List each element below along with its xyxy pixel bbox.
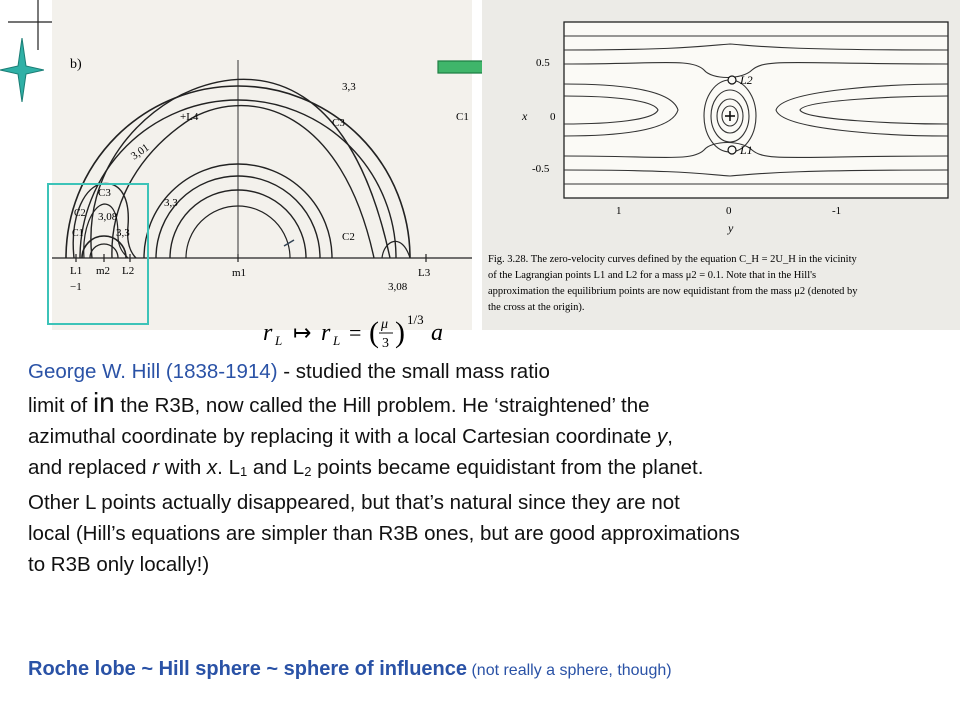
- svg-text:1/3: 1/3: [407, 312, 424, 327]
- caption-line-3: approximation the equilibrium points are now equidistant from the mass μ2 (denoted by: [488, 286, 858, 297]
- text-line-4: and replaced r with x. $L_1$ and $L_2$ points became equidistant from the planet.: [28, 456, 704, 479]
- caption-line-2: of the Lagrangian points L1 and L2 for a mass μ2 = 0.1. Note that in the Hill's: [488, 270, 817, 281]
- svg-text:(: (: [369, 316, 379, 349]
- svg-text:r: r: [321, 320, 331, 346]
- tick-y-minus-0-5: -0.5: [532, 163, 550, 175]
- label-3-3-right: 3,3: [164, 197, 178, 209]
- svg-text:3: 3: [382, 336, 389, 351]
- caption-line-1: Fig. 3.28. The zero-velocity curves defined by the equation C_H = 2U_H in the vicinity: [488, 254, 857, 265]
- point-l2-label: L2: [740, 73, 753, 87]
- tick-y-0: 0: [550, 111, 556, 123]
- label-c3: C3: [332, 117, 345, 129]
- tick-y-0-5: 0.5: [536, 57, 550, 69]
- label-c2: C2: [342, 231, 355, 243]
- label-l4: +L4: [180, 111, 199, 123]
- text-line-3: azimuthal coordinate by replacing it with a local Cartesian coordinate y,: [28, 425, 673, 448]
- tick-x-1: 1: [616, 205, 622, 217]
- point-l1-label: L1: [740, 143, 753, 157]
- label-3-3-top: 3,3: [342, 81, 356, 93]
- svg-text:μ: μ: [381, 317, 389, 332]
- svg-text:r: r: [263, 320, 273, 346]
- svg-text:a: a: [431, 320, 443, 346]
- hill-radius-formula: [263, 310, 483, 352]
- label-c2-small: C2: [74, 208, 86, 219]
- label-3-08-bottom: 3,08: [388, 281, 408, 293]
- svg-text:=: =: [349, 320, 362, 345]
- label-3-3-left: 3,3: [116, 227, 130, 239]
- text-line-6: local (Hill’s equations are simpler than R3B ones, but are good approximations: [28, 522, 740, 545]
- roche-lobe-statement: Roche lobe ~ Hill sphere ~ sphere of influence (not really a sphere, though): [28, 658, 672, 680]
- highlight-box: [47, 183, 149, 325]
- hill-zero-velocity-figure: [482, 0, 960, 330]
- panel-label: b): [70, 57, 82, 72]
- text-line-7: to R3B only locally!): [28, 553, 210, 576]
- caption-line-4: the cross at the origin).: [488, 302, 585, 313]
- svg-text:↦: ↦: [293, 320, 312, 345]
- text-line-5: Other L points actually disappeared, but that’s natural since they are not: [28, 491, 680, 514]
- axis-y-label: y: [728, 221, 734, 235]
- label-l1: L1: [70, 265, 83, 277]
- star-icon: [0, 38, 44, 102]
- text-line-2: limit of in the R3B, now called the Hill problem. He ‘straightened’ the: [28, 387, 650, 418]
- label-3-08: 3,08: [98, 211, 118, 223]
- tick-x-0: 0: [726, 205, 732, 217]
- svg-text:L: L: [275, 333, 283, 348]
- label-c3-small: C3: [98, 187, 111, 199]
- body-text: [28, 356, 958, 580]
- label-c1: C1: [456, 111, 469, 123]
- svg-text:): ): [395, 316, 405, 349]
- tick-x-minus-1: -1: [832, 205, 842, 217]
- text-line-1: George W. Hill (1838-1914) - studied the small mass ratio: [28, 360, 550, 383]
- l1-point-marker: [728, 146, 736, 154]
- axis-x-label: x: [522, 109, 528, 123]
- label-minus-one: −1: [70, 281, 82, 293]
- label-c1-small: C1: [72, 228, 84, 239]
- svg-text:L: L: [333, 333, 341, 348]
- label-m1: m1: [232, 267, 247, 279]
- l2-point-marker: [728, 76, 736, 84]
- label-l2: L2: [122, 265, 135, 277]
- label-3-01: 3,01: [128, 141, 152, 163]
- label-l3: L3: [418, 267, 431, 279]
- label-m2: m2: [96, 265, 111, 277]
